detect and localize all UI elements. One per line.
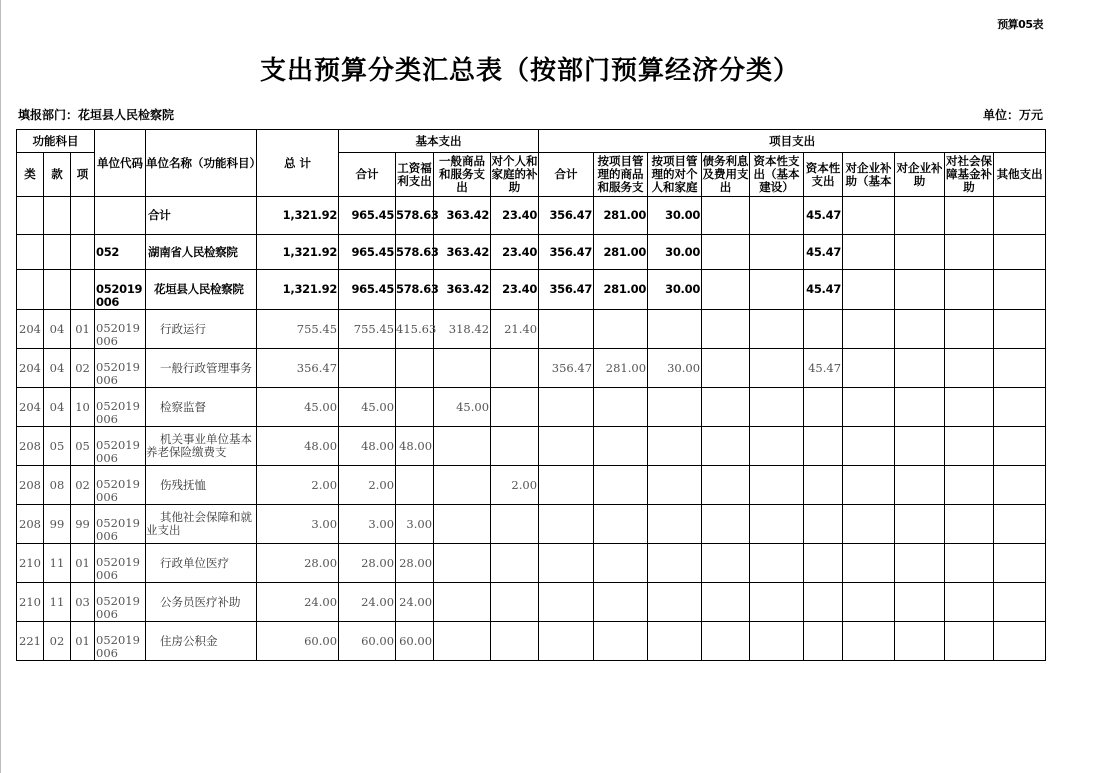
cell-empty — [843, 310, 895, 349]
header-capital-construction: 资本性支出（基本建设） — [750, 153, 804, 197]
cell-empty — [945, 235, 994, 270]
cell-p-sum — [539, 583, 594, 622]
cell-cap-build — [750, 505, 804, 544]
cell-total: 3.00 — [257, 505, 339, 544]
cell-capital — [804, 505, 843, 544]
cell-kuan — [44, 235, 71, 270]
cell-name: 公务员医疗补助 — [146, 583, 257, 622]
cell-cap-build — [750, 544, 804, 583]
cell-code: 052019006 — [95, 583, 146, 622]
cell-kuan: 04 — [44, 388, 71, 427]
cell-b-sum: 965.45 — [339, 197, 396, 235]
cell-b-sum: 3.00 — [339, 505, 396, 544]
cell-total: 24.00 — [257, 583, 339, 622]
cell-cap-build — [750, 310, 804, 349]
cell-total: 60.00 — [257, 622, 339, 661]
summary-row — [17, 235, 1046, 270]
cell-cap-build — [750, 622, 804, 661]
cell-empty — [945, 466, 994, 505]
cell-empty — [895, 235, 945, 270]
summary-row — [17, 197, 1046, 235]
cell-debt — [702, 270, 750, 310]
cell-empty — [843, 466, 895, 505]
cell-personal — [491, 544, 539, 583]
header-project-expenditure: 项目支出 — [539, 130, 1046, 153]
cell-empty — [843, 197, 895, 235]
cell-p-goods — [594, 544, 648, 583]
cell-empty — [945, 583, 994, 622]
cell-capital — [804, 310, 843, 349]
cell-empty — [994, 197, 1046, 235]
header-func-subject: 功能科目 — [17, 130, 95, 153]
cell-p-goods: 281.00 — [594, 270, 648, 310]
cell-cap-build — [750, 427, 804, 466]
header-wages: 工资福利支出 — [396, 153, 434, 197]
cell-cap-build — [750, 197, 804, 235]
cell-empty — [994, 505, 1046, 544]
cell-p-sum: 356.47 — [539, 235, 594, 270]
cell-empty — [994, 427, 1046, 466]
cell-kuan — [44, 270, 71, 310]
cell-wages: 28.00 — [396, 544, 434, 583]
cell-code: 052 — [95, 235, 146, 270]
cell-debt — [702, 349, 750, 388]
cell-total: 1,321.92 — [257, 235, 339, 270]
cell-p-sum — [539, 544, 594, 583]
cell-capital — [804, 583, 843, 622]
cell-p-personal — [648, 583, 702, 622]
cell-name: 行政运行 — [146, 310, 257, 349]
cell-p-personal: 30.00 — [648, 349, 702, 388]
table-row — [17, 388, 1046, 427]
cell-name: 合计 — [146, 197, 257, 235]
cell-lei: 208 — [17, 427, 44, 466]
cell-p-goods — [594, 505, 648, 544]
header-basic-sum: 合计 — [339, 153, 396, 197]
cell-name: 行政单位医疗 — [146, 544, 257, 583]
cell-total: 1,321.92 — [257, 270, 339, 310]
cell-empty — [945, 349, 994, 388]
cell-empty — [895, 544, 945, 583]
page-title: 支出预算分类汇总表（按部门预算经济分类） — [259, 56, 800, 86]
header-debt-interest: 债务利息及费用支出 — [702, 153, 750, 197]
cell-p-sum: 356.47 — [539, 197, 594, 235]
cell-empty — [843, 388, 895, 427]
cell-empty — [843, 349, 895, 388]
cell-empty — [945, 270, 994, 310]
cell-empty — [843, 583, 895, 622]
cell-p-sum: 356.47 — [539, 270, 594, 310]
cell-personal — [491, 505, 539, 544]
cell-code: 052019006 — [95, 270, 146, 310]
cell-p-personal — [648, 427, 702, 466]
cell-debt — [702, 466, 750, 505]
cell-capital — [804, 622, 843, 661]
cell-kuan — [44, 197, 71, 235]
cell-empty — [994, 544, 1046, 583]
cell-name: 机关事业单位基本养老保险缴费支 — [146, 427, 257, 466]
cell-b-sum: 2.00 — [339, 466, 396, 505]
cell-debt — [702, 310, 750, 349]
cell-empty — [895, 310, 945, 349]
cell-kuan: 02 — [44, 622, 71, 661]
cell-empty — [994, 270, 1046, 310]
cell-xiang: 02 — [71, 466, 95, 505]
cell-personal — [491, 427, 539, 466]
cell-xiang — [71, 197, 95, 235]
cell-debt — [702, 505, 750, 544]
cell-lei: 210 — [17, 583, 44, 622]
filling-department: 填报部门：花垣县人民检察院 — [18, 108, 175, 122]
cell-lei: 208 — [17, 466, 44, 505]
cell-empty — [994, 235, 1046, 270]
cell-p-goods: 281.00 — [594, 235, 648, 270]
cell-b-sum: 60.00 — [339, 622, 396, 661]
cell-lei: 221 — [17, 622, 44, 661]
cell-empty — [945, 197, 994, 235]
cell-xiang: 99 — [71, 505, 95, 544]
cell-wages: 578.63 — [396, 197, 434, 235]
cell-p-goods — [594, 427, 648, 466]
cell-goods: 363.42 — [434, 270, 491, 310]
cell-goods — [434, 622, 491, 661]
cell-capital: 45.47 — [804, 235, 843, 270]
cell-empty — [895, 583, 945, 622]
cell-p-personal — [648, 388, 702, 427]
cell-p-goods — [594, 583, 648, 622]
cell-empty — [994, 583, 1046, 622]
cell-total: 2.00 — [257, 466, 339, 505]
cell-empty — [994, 466, 1046, 505]
cell-p-goods: 281.00 — [594, 197, 648, 235]
cell-p-sum — [539, 388, 594, 427]
cell-empty — [843, 505, 895, 544]
cell-empty — [843, 544, 895, 583]
cell-empty — [895, 270, 945, 310]
cell-capital: 45.47 — [804, 197, 843, 235]
cell-kuan: 04 — [44, 310, 71, 349]
cell-empty — [843, 427, 895, 466]
cell-personal — [491, 583, 539, 622]
cell-capital — [804, 466, 843, 505]
cell-cap-build — [750, 388, 804, 427]
cell-lei — [17, 235, 44, 270]
cell-wages: 578.63 — [396, 270, 434, 310]
cell-wages: 48.00 — [396, 427, 434, 466]
cell-p-personal — [648, 505, 702, 544]
cell-goods: 318.42 — [434, 310, 491, 349]
cell-personal: 2.00 — [491, 466, 539, 505]
cell-empty — [895, 427, 945, 466]
cell-empty — [843, 235, 895, 270]
cell-b-sum: 755.45 — [339, 310, 396, 349]
cell-empty — [994, 310, 1046, 349]
header-project-sum: 合计 — [539, 153, 594, 197]
cell-empty — [945, 310, 994, 349]
cell-p-personal — [648, 544, 702, 583]
cell-p-personal — [648, 310, 702, 349]
cell-wages — [396, 388, 434, 427]
cell-wages — [396, 349, 434, 388]
cell-code: 052019006 — [95, 388, 146, 427]
table-row — [17, 310, 1046, 349]
cell-empty — [843, 270, 895, 310]
cell-total: 1,321.92 — [257, 197, 339, 235]
cell-capital — [804, 388, 843, 427]
cell-empty — [945, 544, 994, 583]
header-unit-name: 单位名称（功能科目） — [146, 130, 257, 197]
cell-debt — [702, 427, 750, 466]
cell-code: 052019006 — [95, 544, 146, 583]
cell-total: 48.00 — [257, 427, 339, 466]
cell-xiang: 01 — [71, 622, 95, 661]
cell-cap-build — [750, 466, 804, 505]
cell-personal: 21.40 — [491, 310, 539, 349]
cell-wages: 24.00 — [396, 583, 434, 622]
cell-goods — [434, 349, 491, 388]
cell-b-sum: 45.00 — [339, 388, 396, 427]
cell-wages: 60.00 — [396, 622, 434, 661]
cell-personal — [491, 622, 539, 661]
cell-personal: 23.40 — [491, 235, 539, 270]
cell-goods — [434, 427, 491, 466]
cell-xiang: 10 — [71, 388, 95, 427]
cell-p-sum — [539, 466, 594, 505]
cell-b-sum: 965.45 — [339, 235, 396, 270]
cell-total: 45.00 — [257, 388, 339, 427]
budget-table — [16, 129, 1046, 661]
cell-p-personal — [648, 466, 702, 505]
cell-code: 052019006 — [95, 466, 146, 505]
cell-xiang: 03 — [71, 583, 95, 622]
cell-p-goods — [594, 622, 648, 661]
header-unit-code: 单位代码 — [95, 130, 146, 197]
cell-lei: 204 — [17, 349, 44, 388]
table-row — [17, 466, 1046, 505]
cell-empty — [895, 197, 945, 235]
cell-debt — [702, 583, 750, 622]
header-enterprise: 对企业补助 — [895, 153, 945, 197]
header-social-security: 对社会保障基金补助 — [945, 153, 994, 197]
cell-p-personal: 30.00 — [648, 270, 702, 310]
cell-p-sum — [539, 310, 594, 349]
cell-total: 755.45 — [257, 310, 339, 349]
cell-empty — [895, 388, 945, 427]
cell-code: 052019006 — [95, 427, 146, 466]
header-enterprise-basic: 对企业补助（基本 — [843, 153, 895, 197]
table-number: 预算05表 — [997, 18, 1043, 31]
cell-b-sum — [339, 349, 396, 388]
cell-total: 28.00 — [257, 544, 339, 583]
cell-xiang — [71, 270, 95, 310]
cell-lei — [17, 197, 44, 235]
cell-cap-build — [750, 270, 804, 310]
cell-personal — [491, 388, 539, 427]
header-total: 总 计 — [257, 130, 339, 197]
cell-empty — [994, 622, 1046, 661]
cell-capital — [804, 544, 843, 583]
cell-empty — [843, 622, 895, 661]
cell-code: 052019006 — [95, 310, 146, 349]
cell-empty — [895, 622, 945, 661]
cell-name: 伤残抚恤 — [146, 466, 257, 505]
cell-empty — [945, 388, 994, 427]
cell-cap-build — [750, 349, 804, 388]
header-basic-expenditure: 基本支出 — [339, 130, 539, 153]
cell-capital: 45.47 — [804, 270, 843, 310]
cell-debt — [702, 544, 750, 583]
cell-kuan: 11 — [44, 544, 71, 583]
cell-goods: 363.42 — [434, 235, 491, 270]
cell-name: 住房公积金 — [146, 622, 257, 661]
cell-empty — [895, 349, 945, 388]
cell-kuan: 05 — [44, 427, 71, 466]
cell-p-personal: 30.00 — [648, 197, 702, 235]
cell-lei: 210 — [17, 544, 44, 583]
cell-empty — [945, 427, 994, 466]
cell-wages: 578.63 — [396, 235, 434, 270]
cell-cap-build — [750, 235, 804, 270]
cell-xiang: 01 — [71, 310, 95, 349]
cell-lei: 204 — [17, 388, 44, 427]
cell-capital — [804, 427, 843, 466]
cell-p-sum — [539, 427, 594, 466]
cell-code: 052019006 — [95, 349, 146, 388]
cell-code: 052019006 — [95, 505, 146, 544]
cell-xiang: 01 — [71, 544, 95, 583]
cell-name: 花垣县人民检察院 — [146, 270, 257, 310]
header-kuan: 款 — [44, 153, 71, 197]
cell-goods: 363.42 — [434, 197, 491, 235]
cell-goods — [434, 466, 491, 505]
cell-p-personal: 30.00 — [648, 235, 702, 270]
cell-empty — [895, 466, 945, 505]
cell-kuan: 04 — [44, 349, 71, 388]
cell-code — [95, 197, 146, 235]
cell-empty — [895, 505, 945, 544]
header-other: 其他支出 — [994, 153, 1046, 197]
cell-goods: 45.00 — [434, 388, 491, 427]
summary-row — [17, 270, 1046, 310]
header-xiang: 项 — [71, 153, 95, 197]
cell-name: 检察监督 — [146, 388, 257, 427]
table-row — [17, 583, 1046, 622]
header-project-goods: 按项目管理的商品和服务支 — [594, 153, 648, 197]
cell-lei: 204 — [17, 310, 44, 349]
cell-p-sum — [539, 622, 594, 661]
cell-b-sum: 48.00 — [339, 427, 396, 466]
cell-kuan: 11 — [44, 583, 71, 622]
cell-personal: 23.40 — [491, 197, 539, 235]
table-row — [17, 622, 1046, 661]
cell-p-personal — [648, 622, 702, 661]
header-capital: 资本性支出 — [804, 153, 843, 197]
cell-debt — [702, 388, 750, 427]
cell-lei: 208 — [17, 505, 44, 544]
cell-kuan: 08 — [44, 466, 71, 505]
cell-name: 湖南省人民检察院 — [146, 235, 257, 270]
cell-cap-build — [750, 583, 804, 622]
cell-goods — [434, 544, 491, 583]
table-row — [17, 544, 1046, 583]
cell-p-sum — [539, 505, 594, 544]
table-row — [17, 427, 1046, 466]
unit-label: 单位：万元 — [982, 108, 1043, 122]
table-row — [17, 349, 1046, 388]
cell-personal: 23.40 — [491, 270, 539, 310]
cell-total: 356.47 — [257, 349, 339, 388]
cell-b-sum: 965.45 — [339, 270, 396, 310]
cell-empty — [945, 505, 994, 544]
cell-wages — [396, 466, 434, 505]
cell-debt — [702, 197, 750, 235]
cell-capital: 45.47 — [804, 349, 843, 388]
cell-wages: 415.63 — [396, 310, 434, 349]
cell-p-goods — [594, 310, 648, 349]
header-personal-subsidy: 对个人和家庭的补助 — [491, 153, 539, 197]
cell-goods — [434, 505, 491, 544]
header-lei: 类 — [17, 153, 44, 197]
header-goods-services: 一般商品和服务支出 — [434, 153, 491, 197]
cell-empty — [945, 622, 994, 661]
cell-xiang: 02 — [71, 349, 95, 388]
cell-xiang: 05 — [71, 427, 95, 466]
cell-empty — [994, 388, 1046, 427]
cell-p-goods — [594, 388, 648, 427]
cell-debt — [702, 235, 750, 270]
cell-name: 其他社会保障和就业支出 — [146, 505, 257, 544]
table-row — [17, 505, 1046, 544]
cell-xiang — [71, 235, 95, 270]
page-left-border — [0, 0, 1, 773]
cell-personal — [491, 349, 539, 388]
header-project-personal: 按项目管理的对个人和家庭 — [648, 153, 702, 197]
cell-empty — [994, 349, 1046, 388]
cell-name: 一般行政管理事务 — [146, 349, 257, 388]
cell-code: 052019006 — [95, 622, 146, 661]
cell-goods — [434, 583, 491, 622]
cell-b-sum: 24.00 — [339, 583, 396, 622]
cell-p-sum: 356.47 — [539, 349, 594, 388]
cell-wages: 3.00 — [396, 505, 434, 544]
cell-p-goods — [594, 466, 648, 505]
cell-debt — [702, 622, 750, 661]
cell-kuan: 99 — [44, 505, 71, 544]
cell-lei — [17, 270, 44, 310]
cell-p-goods: 281.00 — [594, 349, 648, 388]
cell-b-sum: 28.00 — [339, 544, 396, 583]
